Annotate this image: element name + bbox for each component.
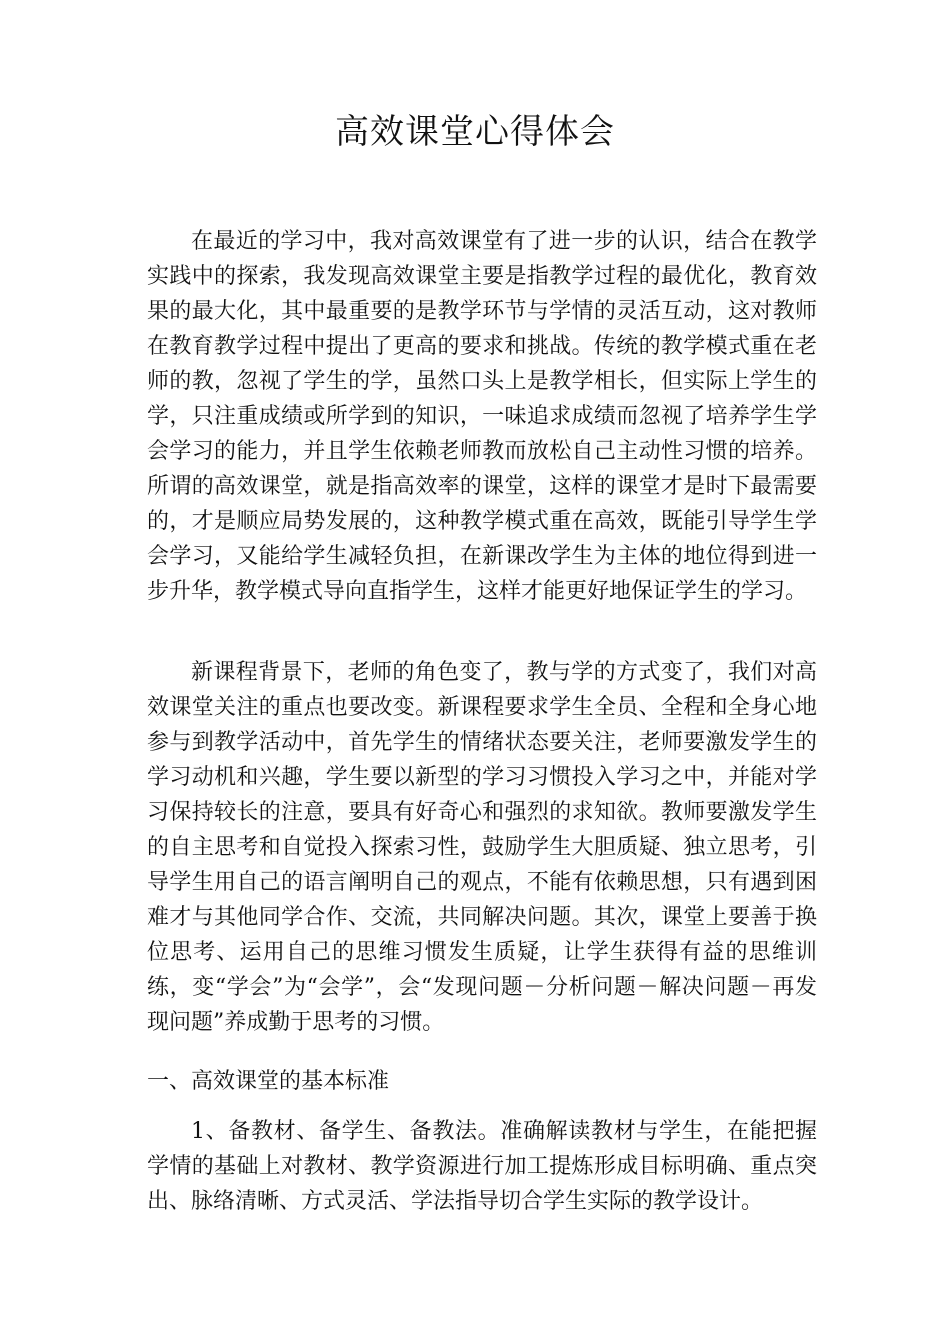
section-paragraph: 1、备教材、备学生、备教法。准确解读教材与学生，在能把握学情的基础上对教材、教学资源进行加工提炼形成目标明确、重点突出、脉络清晰、方式灵活、学法指导切合学生实际的教学设计。 bbox=[147, 1119, 817, 1214]
body-paragraph-1: 在最近的学习中，我对高效课堂有了进一步的认识，结合在教学实践中的探索，我发现高效课堂主要是指教学过程的最优化，教育效果的最大化，其中最重要的是教学环节与学情的灵活互动，这对教师在教育教学过程中提出了更高的要求和挑战。传统的教学模式重在老师的教，忽视了学生的学，虽然口头上是教学相长，但实际上学生的学，只注重成绩或所学到的知识，一味追求成绩而忽视了培养学生学会学习的能力，并且学生依赖老师教而放松自己主动性习惯的培养。所谓的高效课堂，就是指高效率的课堂，这样的课堂才是时下最需要的，才是顺应局势发展的，这种教学模式重在高效，既能引导学生学会学习，又能给学生减轻负担，在新课改学生为主体的地位得到进一步升华，教学模式导向直指学生，这样才能更好地保证学生的学习。 bbox=[147, 229, 817, 604]
document-title: 高效课堂心得体会 bbox=[335, 112, 615, 152]
section-heading: 一、高效课堂的基本标准 bbox=[147, 1069, 390, 1094]
body-paragraph-2: 新课程背景下，老师的角色变了，教与学的方式变了，我们对高效课堂关注的重点也要改变。新课程要求学生全员、全程和全身心地参与到教学活动中，首先学生的情绪状态要关注，老师要激发学生的学习动机和兴趣，学生要以新型的学习习惯投入学习之中，并能对学习保持较长的注意，要具有好奇心和强烈的求知欲。教师要激发学生的自主思考和自觉投入探索习性，鼓励学生大胆质疑、独立思考，引导学生用自己的语言阐明自己的观点，不能有依赖思想，只有遇到困难才与其他同学合作、交流，共同解决问题。其次，课堂上要善于换位思考、运用自己的思维习惯发生质疑，让学生获得有益的思维训练，变“学会”为“会学”，会“发现问题－分析问题－解决问题－再发现问题”养成勤于思考的习惯。 bbox=[147, 660, 817, 1035]
